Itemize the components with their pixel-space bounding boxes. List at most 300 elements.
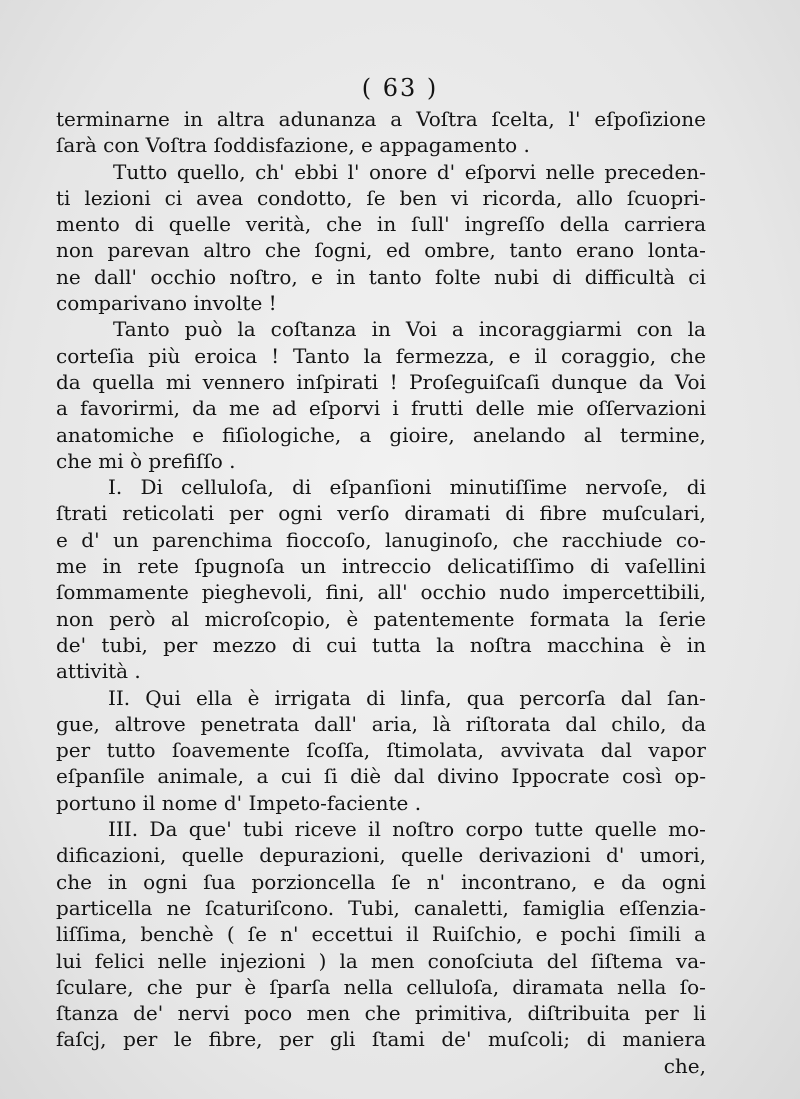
word: favorirmi, <box>80 396 180 421</box>
word: nudo <box>499 580 550 605</box>
word: percorſa <box>519 685 606 710</box>
word: cui <box>326 632 357 657</box>
word: oſſervazioni <box>586 396 706 421</box>
text-line <box>56 237 706 263</box>
text-line <box>56 711 706 737</box>
word: racchiude <box>561 527 663 552</box>
word: adunanza <box>278 107 377 131</box>
word: men <box>370 948 415 973</box>
word: ingreſſo <box>464 212 545 237</box>
word: Voſtra <box>416 107 478 131</box>
word: gioire, <box>389 422 455 447</box>
text-line <box>56 185 706 211</box>
word: li <box>693 1001 706 1026</box>
word: ſiſtema <box>590 948 663 973</box>
word: ti <box>56 185 71 210</box>
word: celluloſa, <box>181 475 274 500</box>
word: dunque <box>551 369 628 394</box>
word: coſtanza <box>270 317 357 342</box>
word: ſcelta, <box>491 107 555 131</box>
word: ſarà <box>56 133 104 158</box>
word: appagamento <box>379 133 524 158</box>
text-line <box>56 763 706 789</box>
word: riſtorata <box>465 711 551 736</box>
word: de' <box>133 1001 164 1026</box>
word: altro <box>203 238 252 263</box>
text-line <box>56 500 706 526</box>
word: ogni <box>661 869 706 894</box>
word: avea <box>196 185 244 210</box>
word: quelle <box>401 843 464 868</box>
word: e <box>311 264 323 289</box>
word: a <box>256 764 269 789</box>
word: lanuginoſo, <box>385 527 500 552</box>
word: a <box>451 317 464 342</box>
word: in <box>102 554 122 579</box>
word: ſtami <box>372 1027 425 1052</box>
word: in <box>183 107 204 131</box>
word: Voſtra <box>145 133 214 158</box>
word: formata <box>529 606 610 631</box>
word: la <box>237 317 256 342</box>
text-line <box>56 948 706 974</box>
word: ſerie <box>658 606 706 631</box>
word: il <box>534 343 548 368</box>
word: allo <box>576 185 613 210</box>
word: Qui <box>145 685 181 710</box>
word: l' <box>568 107 581 131</box>
word: preceden- <box>604 159 706 184</box>
word: linfa, <box>400 685 452 710</box>
word: che <box>264 238 301 263</box>
word: la <box>363 343 382 368</box>
word: nubi <box>493 264 539 289</box>
word: particella <box>56 895 153 920</box>
word: . <box>523 133 530 158</box>
word: . <box>134 659 141 684</box>
word: ebbi <box>294 159 339 184</box>
word: la <box>687 317 706 342</box>
word: Tanto <box>113 317 170 342</box>
word: che <box>670 343 706 368</box>
word: occhio <box>150 264 217 289</box>
word: le <box>173 1027 193 1052</box>
word: però <box>109 606 156 631</box>
word: tubi <box>243 817 284 842</box>
text-line <box>56 159 706 185</box>
word: attività <box>56 659 135 684</box>
word: più <box>148 343 181 368</box>
word: erano <box>575 238 635 263</box>
word: anatomiche <box>56 422 175 447</box>
word: n' <box>426 869 446 894</box>
word: Tubi, <box>348 895 400 920</box>
word: diſtribuita <box>527 1001 631 1026</box>
word: da <box>192 396 217 421</box>
word: Voi <box>674 369 706 394</box>
word: può <box>184 317 223 342</box>
word: nelle <box>545 159 595 184</box>
word: ben <box>399 185 437 210</box>
word: ſi <box>323 764 338 789</box>
word: in <box>107 869 128 894</box>
word: patentemente <box>373 606 515 631</box>
word: parevan <box>107 238 190 263</box>
word: pieghevoli, <box>201 580 313 605</box>
word: ſua <box>203 869 236 894</box>
text-line <box>56 264 706 290</box>
word: ogni <box>143 869 188 894</box>
word: per <box>163 632 198 657</box>
word: ſogni, <box>314 238 373 263</box>
text-line <box>56 579 706 605</box>
word: là <box>432 711 452 736</box>
word: primitiva, <box>414 1001 514 1026</box>
word: fiſiologiche, <box>222 422 342 447</box>
word: conoſciuta <box>427 948 534 973</box>
word: d' <box>606 843 625 868</box>
text-line <box>56 474 706 500</box>
word: ſe <box>247 922 267 947</box>
word: liſſima, <box>56 922 128 947</box>
word: e <box>361 133 380 158</box>
word: il <box>406 922 419 947</box>
word: eſpanſioni <box>329 475 432 500</box>
word: il <box>142 790 162 815</box>
word: ſoddisfazione, <box>213 133 362 158</box>
word: ſcuopri- <box>626 185 706 210</box>
word: involte <box>193 291 269 316</box>
word: impercettibili, <box>562 580 706 605</box>
word: vaſellini <box>625 554 706 579</box>
word: delle <box>475 396 525 421</box>
word: altrove <box>114 711 186 736</box>
text-line <box>56 1053 706 1079</box>
word: tutta <box>372 632 421 657</box>
word: a <box>56 396 68 421</box>
word: di <box>134 212 154 237</box>
word: altra <box>216 107 265 131</box>
word: al <box>170 606 190 631</box>
word: me <box>229 396 260 421</box>
page-text <box>56 106 706 1079</box>
word: per <box>644 1001 679 1026</box>
word: . <box>414 790 422 815</box>
word: rete <box>137 554 179 579</box>
word: aria, <box>371 711 418 736</box>
word: muſcoli; <box>488 1027 571 1052</box>
text-line <box>56 632 706 658</box>
word: macchina <box>546 632 645 657</box>
word: ed <box>385 238 411 263</box>
text-line <box>56 974 706 1000</box>
word: parenchima <box>152 527 273 552</box>
text-line <box>56 448 706 474</box>
word: mezzo <box>212 632 277 657</box>
word: eſporvi <box>308 396 381 421</box>
word: che <box>364 1001 401 1026</box>
word: gli <box>329 1027 356 1052</box>
word: che <box>512 527 549 552</box>
word: felici <box>94 948 145 973</box>
word: che <box>56 448 99 473</box>
text-line <box>56 553 706 579</box>
word: che <box>326 212 363 237</box>
word: dall' <box>314 711 358 736</box>
word: Da <box>149 817 178 842</box>
word: quelle <box>181 843 244 868</box>
word: verità, <box>245 212 312 237</box>
word: al <box>583 422 602 447</box>
word: non <box>56 606 94 631</box>
word: de' <box>56 632 87 657</box>
word: di <box>586 1027 606 1052</box>
word: derivazioni <box>478 843 591 868</box>
word: dal <box>565 711 597 736</box>
word: incontrano, <box>461 869 578 894</box>
word: ſtanza <box>56 1001 119 1026</box>
word: inſpirati <box>296 369 379 394</box>
word: con <box>636 317 673 342</box>
word: depurazioni, <box>259 843 386 868</box>
word: tutte <box>534 817 584 842</box>
word: di <box>292 475 312 500</box>
word: all' <box>377 580 408 605</box>
word: che <box>56 869 92 894</box>
word: famiglia <box>522 895 606 920</box>
text-line <box>56 1000 706 1026</box>
word: cui <box>280 764 312 789</box>
word: e <box>192 422 205 447</box>
word: ci <box>164 185 183 210</box>
word: diè <box>350 764 382 789</box>
word: ſimili <box>628 922 681 947</box>
word: da <box>621 869 646 894</box>
word: che, <box>663 1053 706 1078</box>
word: lui <box>56 948 82 973</box>
word: è <box>659 632 672 657</box>
word: in <box>686 632 706 657</box>
word: prefiſſo <box>148 448 230 473</box>
word: un <box>113 527 139 552</box>
word: quelle <box>594 817 657 842</box>
word: d' <box>223 790 249 815</box>
word: ſo- <box>679 974 706 999</box>
word: carriera <box>624 212 706 237</box>
word: microſcopio, <box>204 606 331 631</box>
word: poco <box>244 1001 293 1026</box>
word: è <box>247 685 260 710</box>
word: ſtimolata, <box>386 738 484 763</box>
word: di <box>505 501 525 526</box>
text-line <box>56 790 706 816</box>
word: delicatiſſimo <box>447 554 575 579</box>
text-line <box>56 290 706 316</box>
word: ſparſa <box>269 974 331 999</box>
word: lezioni <box>84 185 151 210</box>
word: que' <box>188 817 232 842</box>
word: Di <box>140 475 163 500</box>
word: eſpoſizione <box>594 107 706 131</box>
word: ) <box>318 948 327 973</box>
word: muſculari, <box>601 501 706 526</box>
word: umori, <box>639 843 706 868</box>
word: ! <box>268 291 277 316</box>
text-line <box>56 106 706 132</box>
word: diramata <box>512 974 604 999</box>
word: nome <box>161 790 224 815</box>
word: un <box>300 554 327 579</box>
word: ò <box>130 448 149 473</box>
word: noſtra <box>469 632 532 657</box>
text-line <box>56 395 706 421</box>
word: dal <box>393 764 425 789</box>
word: e <box>593 869 606 894</box>
word: anelando <box>472 422 566 447</box>
word: avvivata <box>500 738 585 763</box>
word: Tanto <box>293 343 350 368</box>
word: I. <box>108 475 123 500</box>
word: dal <box>620 685 652 710</box>
word: fermezza, <box>395 343 495 368</box>
word: va- <box>675 948 706 973</box>
word: corpo <box>465 817 524 842</box>
text-line <box>56 921 706 947</box>
word: men <box>306 1001 351 1026</box>
word: noſtro <box>392 817 455 842</box>
word: intreccio <box>341 554 432 579</box>
word: ſcoſſa, <box>306 738 371 763</box>
text-line <box>56 316 706 342</box>
word: in <box>371 317 391 342</box>
word: mi <box>165 369 192 394</box>
word: III. <box>108 817 139 842</box>
word: d' <box>436 159 456 184</box>
word: così <box>622 764 662 789</box>
word: vapor <box>648 738 706 763</box>
word: pochi <box>560 922 616 947</box>
word: del <box>546 948 578 973</box>
word: verſo <box>337 501 390 526</box>
word: ella <box>195 685 233 710</box>
word: a <box>693 922 706 947</box>
word: e <box>535 922 548 947</box>
word: ſpugnoſa <box>194 554 285 579</box>
text-line <box>56 737 706 763</box>
word: di <box>366 685 386 710</box>
word: ſoavemente <box>171 738 291 763</box>
word: ſommamente <box>56 580 189 605</box>
word: divino <box>437 764 499 789</box>
word: di <box>686 475 706 500</box>
word: op- <box>674 764 706 789</box>
word: l' <box>347 159 360 184</box>
word: terminarne <box>56 107 170 131</box>
word: mi <box>98 448 130 473</box>
word: noſtro, <box>229 264 298 289</box>
word: animale, <box>157 764 245 789</box>
word: di <box>291 632 312 657</box>
word: ſculare, <box>56 974 134 999</box>
word: coraggio, <box>561 343 657 368</box>
word: reticolati <box>122 501 215 526</box>
text-line <box>56 606 706 632</box>
word: ſull' <box>411 212 450 237</box>
text-line <box>56 422 706 448</box>
text-line <box>56 895 706 921</box>
word: nervi <box>177 1001 230 1026</box>
word: chilo, <box>611 711 667 736</box>
word: per <box>123 1027 158 1052</box>
word: lonta- <box>647 238 706 263</box>
word: Proſeguiſcaſi <box>409 369 540 394</box>
word: e <box>508 343 521 368</box>
word: da <box>681 711 706 736</box>
word: diramati <box>404 501 491 526</box>
word: de' <box>441 1027 472 1052</box>
word: eroica <box>194 343 258 368</box>
word: ſe <box>366 185 386 210</box>
word: condotto, <box>257 185 353 210</box>
word: fibre, <box>208 1027 263 1052</box>
word: ſan- <box>666 685 706 710</box>
word: i <box>392 396 399 421</box>
word: qua <box>466 685 505 710</box>
word: II. <box>108 685 131 710</box>
word: Voi <box>405 317 437 342</box>
word: a <box>390 107 403 131</box>
word: occhio <box>420 580 487 605</box>
word: Ruiſchio, <box>431 922 523 947</box>
word: ricorda, <box>482 185 563 210</box>
text-line <box>56 658 706 684</box>
word: ! <box>271 343 280 368</box>
word: eſporvi <box>464 159 537 184</box>
word: da <box>638 369 664 394</box>
word: di <box>552 264 572 289</box>
word: per <box>56 738 91 763</box>
word: ſcaturiſcono. <box>205 895 335 920</box>
word: ogni <box>278 501 323 526</box>
word: corteſia <box>56 343 135 368</box>
word: quelle <box>168 212 231 237</box>
word: ( <box>226 922 235 947</box>
word: dal <box>600 738 632 763</box>
word: . <box>229 448 236 473</box>
word: pur <box>195 974 232 999</box>
word: eſſenzia- <box>619 895 706 920</box>
word: comparivano <box>56 291 194 316</box>
word: ſe <box>391 869 411 894</box>
word: della <box>559 212 610 237</box>
word: a <box>359 422 372 447</box>
text-line <box>56 369 706 395</box>
word: con <box>103 133 146 158</box>
word: quello, <box>176 159 246 184</box>
word: termine, <box>620 422 706 447</box>
word: benchè <box>140 922 214 947</box>
word: ad <box>272 396 297 421</box>
word: porzioncella <box>251 869 376 894</box>
word: in <box>376 212 397 237</box>
word: onore <box>368 159 428 184</box>
word: minutiſſime <box>449 475 568 500</box>
word: nella <box>343 974 394 999</box>
word: celluloſa, <box>406 974 500 999</box>
word: penetrata <box>200 711 300 736</box>
word: ſtrati <box>56 501 108 526</box>
text-line <box>56 816 706 842</box>
